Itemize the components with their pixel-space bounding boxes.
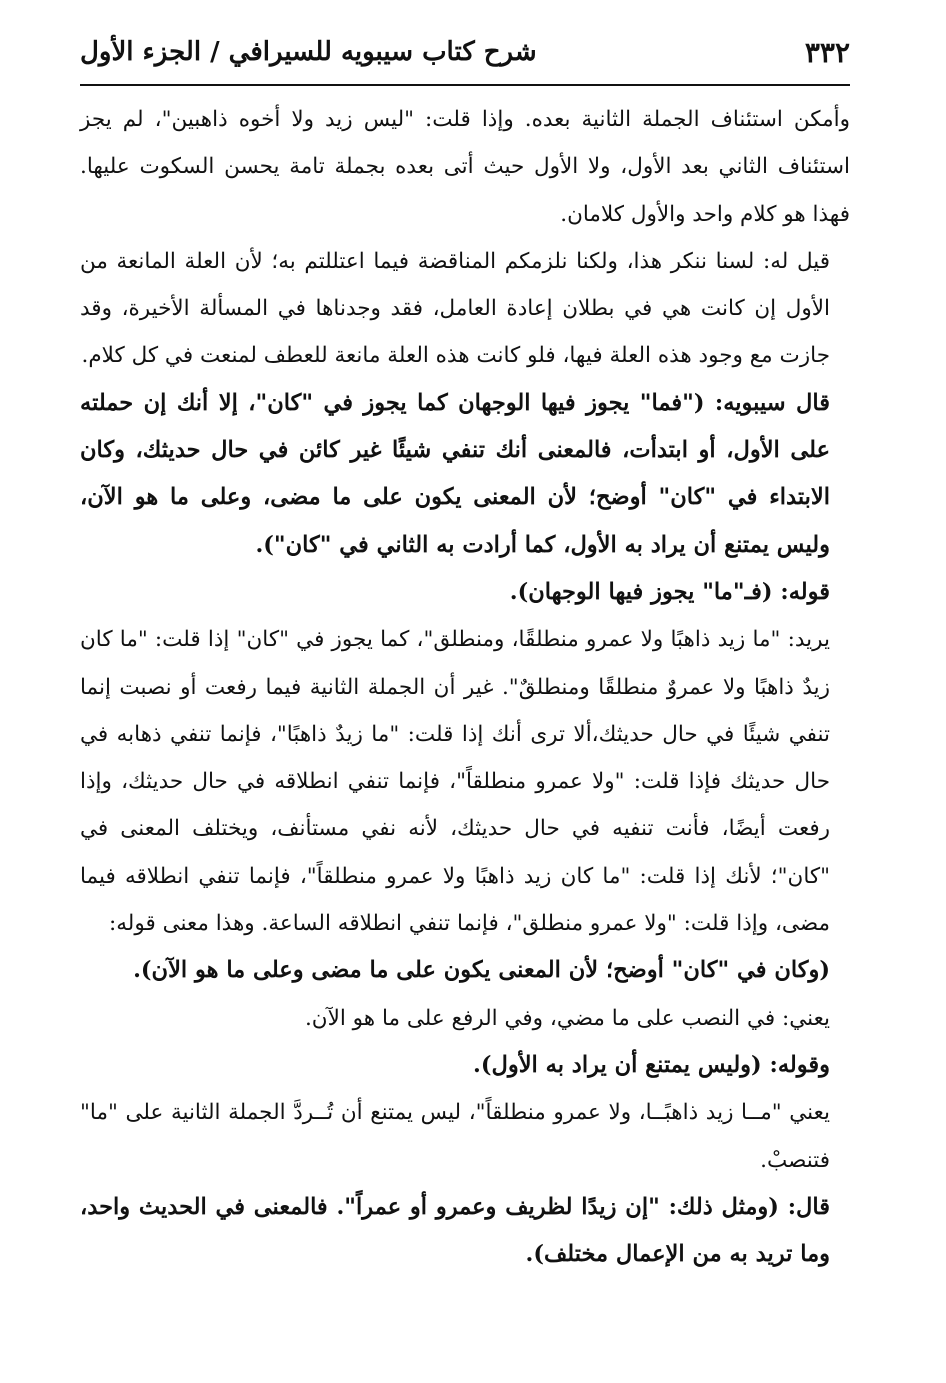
running-title: شرح كتاب سيبويه للسيرافي / الجزء الأول [80,37,537,67]
sibawayh-quote: قال سيبويه: ("فما" يجوز فيها الوجهان كما يجوز في "كان"، إلا أنك إن حملته على الأول، أو ابتدأت، فالمعنى أنك تنفي شيئًا غير كائن في حال حديثك، وكان الابتداء في "كان" أوضح؛ لأن المعنى يكون على ما مضى، وعلى ما هو الآن، وليس يمتنع أن يراد به الأول، كما أرادت به الثاني في "كان"). [80,389,830,558]
paragraph: قيل له: لسنا ننكر هذا، ولكنا نلزمكم المناقضة فيما اعتللتم به؛ لأن العلة المانعة من الأول إن كانت هي في بطلان إعادة العامل، فقد وجدناها في المسألة الأخيرة، وقد جازت مع وجود هذه العلة فيها، فلو كانت هذه العلة مانعة للعطف لمنعت في كل كلام. [80,248,830,369]
sibawayh-quote: قال: (ومثل ذلك: "إن زيدًا لظريف وعمرو أو عمراً". فالمعنى في الحديث واحد، وما تريد به من الإعمال مختلف). [80,1193,830,1268]
page-header [80,26,850,78]
header-rule [80,84,850,86]
page-number: ٣٣٢ [804,35,850,69]
paragraph: يعني: في النصب على ما مضي، وفي الرفع على ما هو الآن. [304,1005,830,1031]
quote-line: (وكان في "كان" أوضح؛ لأن المعنى يكون على ما مضى وعلى ما هو الآن). [133,957,830,984]
paragraph: وأمكن استئناف الجملة الثانية بعده. وإذا قلت: "ليس زيد ولا أخوه ذاهبين"، لم يجز استئناف الثاني بعد الأول، ولا الأول حيث أتى بعده بجملة تامة يحسن السكوت عليها. فهذا هو كلام واحد والأول كلامان. [80,107,850,227]
commentary-heading: قوله: (فـ"ما" يجوز فيها الوجهان). [509,578,830,605]
paragraph: يريد: "ما زيد ذاهبًا ولا عمرو منطلقًا، ومنطلق"، كما يجوز في "كان" إذا قلت: "ما كان زيدٌ ذاهبًا ولا عمروٌ منطلقًا ومنطلقٌ". غير أن الجملة الثانية فيما رفعت أو نصبت إنما تنفي شيئًا في حال حديثك،ألا ترى أنك إذا قلت: "ما زيدٌ ذاهبًا"، فإنما تنفي ذهابه في حال حديثك فإذا قلت: "ولا عمرو منطلقاً"، فإنما تنفي انطلاقه في حال حديثك، وإذا رفعت أيضًا، فأنت تنفيه في حال حديثك، لأنه نفي مستأنف، ويختلف المعنى في "كان"؛ لأنك إذا قلت: "ما كان زيد ذاهبًا ولا عمرو منطلقاً"، فإنما تنفي انطلاقه فيما مضى، وإذا قلت: "ولا عمرو منطلق"، فإنما تنفي انطلاقه الساعة. وهذا معنى قوله: [80,627,830,937]
commentary-heading: وقوله: (وليس يمتنع أن يراد به الأول). [473,1051,830,1078]
paragraph: يعني "مــا زيد ذاهبًــا، ولا عمرو منطلقاً"، ليس يمتنع أن تُــردَّ الجملة الثانية على "ما" فتنصبْ. [80,1100,830,1173]
page-body [80,96,850,1278]
